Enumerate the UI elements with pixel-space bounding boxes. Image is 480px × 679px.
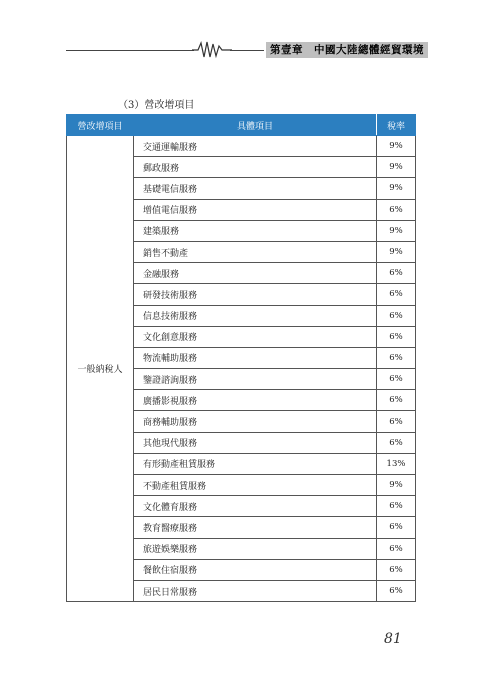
rate-cell: 9% (377, 475, 416, 496)
item-cell: 其他現代服務 (134, 432, 377, 453)
rate-cell: 9% (377, 178, 416, 199)
rate-cell: 6% (377, 284, 416, 305)
item-cell: 鑒證諮詢服務 (134, 369, 377, 390)
item-cell: 銷售不動產 (134, 241, 377, 262)
table-header-row (67, 115, 416, 136)
rate-cell: 9% (377, 241, 416, 262)
rate-cell: 6% (377, 432, 416, 453)
item-cell: 商務輔助服務 (134, 411, 377, 432)
item-cell: 郵政服務 (134, 157, 377, 178)
item-cell: 有形動產租賃服務 (134, 453, 377, 474)
item-cell: 旅遊娛樂服務 (134, 538, 377, 559)
rate-cell: 6% (377, 559, 416, 580)
column-header-item: 具體項目 (134, 115, 377, 136)
category-cell: 一般納稅人 (67, 136, 134, 602)
rate-cell: 9% (377, 220, 416, 241)
rate-cell: 6% (377, 390, 416, 411)
rate-cell: 6% (377, 326, 416, 347)
item-cell: 居民日常服務 (134, 580, 377, 601)
heartbeat-wave-icon (192, 40, 232, 60)
item-cell: 文化體育服務 (134, 496, 377, 517)
rate-cell: 6% (377, 580, 416, 601)
item-cell: 教育醫療服務 (134, 517, 377, 538)
rate-cell: 9% (377, 136, 416, 157)
item-cell: 研發技術服務 (134, 284, 377, 305)
item-cell: 不動產租賃服務 (134, 475, 377, 496)
rate-cell: 6% (377, 496, 416, 517)
item-cell: 廣播影視服務 (134, 390, 377, 411)
item-cell: 餐飲住宿服務 (134, 559, 377, 580)
rate-cell: 6% (377, 517, 416, 538)
item-cell: 物流輔助服務 (134, 347, 377, 368)
rate-cell: 6% (377, 263, 416, 284)
item-cell: 文化創意服務 (134, 326, 377, 347)
rate-cell: 6% (377, 347, 416, 368)
header-rule-right (230, 50, 264, 51)
item-cell: 增值電信服務 (134, 199, 377, 220)
item-cell: 交通運輸服務 (134, 136, 377, 157)
page-number: 81 (384, 631, 402, 647)
rate-cell: 6% (377, 369, 416, 390)
header-rule-left (66, 50, 194, 51)
rate-cell: 6% (377, 538, 416, 559)
table-row (67, 136, 416, 157)
rate-cell: 6% (377, 305, 416, 326)
rate-cell: 6% (377, 199, 416, 220)
item-cell: 基礎電信服務 (134, 178, 377, 199)
column-header-category: 營改增項目 (67, 115, 134, 136)
rate-cell: 6% (377, 411, 416, 432)
column-header-rate: 稅率 (377, 115, 416, 136)
item-cell: 金融服務 (134, 263, 377, 284)
section-heading: （3）營改增項目 (118, 100, 195, 111)
table-body (67, 136, 416, 602)
chapter-title: 第壹章 中國大陸總體經貿環境 (266, 42, 428, 58)
item-cell: 信息技術服務 (134, 305, 377, 326)
item-cell: 建築服務 (134, 220, 377, 241)
rate-cell: 9% (377, 157, 416, 178)
vat-rate-table (66, 114, 416, 602)
rate-cell: 13% (377, 453, 416, 474)
